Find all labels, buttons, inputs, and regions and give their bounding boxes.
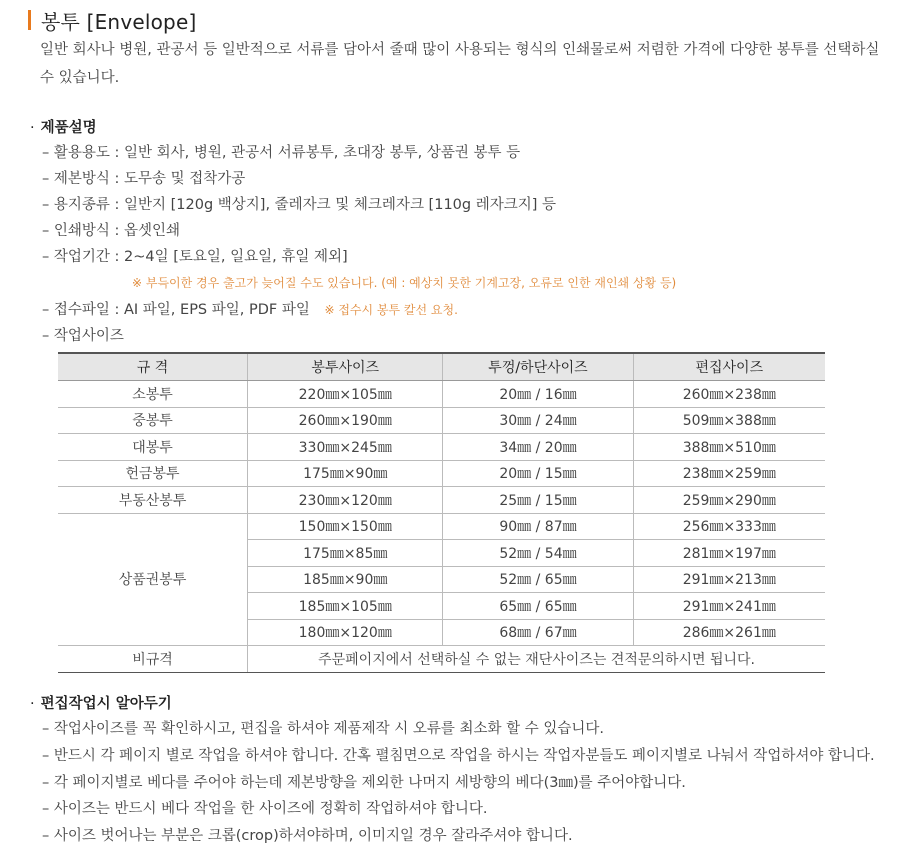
editing-line: – 작업사이즈를 꼭 확인하시고, 편집을 하셔야 제품제작 시 오류를 최소화 할 수 있습니다. bbox=[42, 721, 605, 737]
spec-cell: 중봉투 bbox=[58, 407, 248, 434]
table-row bbox=[58, 646, 825, 673]
product-section-heading bbox=[30, 116, 97, 137]
flap-size-cell: 65㎜ / 65㎜ bbox=[443, 593, 633, 620]
flap-size-cell: 34㎜ / 20㎜ bbox=[443, 434, 633, 461]
edit-size-cell: 260㎜×238㎜ bbox=[633, 381, 825, 408]
flap-size-cell: 30㎜ / 24㎜ bbox=[443, 407, 633, 434]
flap-size-cell: 20㎜ / 16㎜ bbox=[443, 381, 633, 408]
paper-line: – 용지종류 : 일반지 [120g 백상지], 줄레자크 및 체크레자크 [110g 레자크지] 등 bbox=[42, 197, 557, 213]
binding-line: – 제본방식 : 도무송 및 접착가공 bbox=[42, 171, 246, 187]
file-line-text: – 접수파일 : AI 파일, EPS 파일, PDF 파일 bbox=[42, 302, 310, 318]
intro-text: 일반 회사나 병원, 관공서 등 일반적으로 서류를 담아서 줄때 많이 사용되는 형식의 인쇄물로써 저렴한 가격에 다양한 봉투를 선택하실 수 있습니다. bbox=[40, 42, 880, 86]
flap-size-cell: 25㎜ / 15㎜ bbox=[443, 487, 633, 514]
title-accent-bar bbox=[28, 10, 31, 30]
gift-spec-cell: 상품권봉투 bbox=[58, 513, 248, 646]
flap-size-cell: 68㎜ / 67㎜ bbox=[443, 619, 633, 646]
editing-line: – 사이즈 벗어나는 부분은 크롭(crop)하셔야하며, 이미지일 경우 잘라주셔야 합니다. bbox=[42, 828, 573, 844]
flap-size-cell: 90㎜ / 87㎜ bbox=[443, 513, 633, 540]
editing-line: – 각 페이지별로 베다를 주어야 하는데 제본방향을 제외한 나머지 세방향의 베다(3㎜)를 주어야합니다. bbox=[42, 775, 686, 791]
edit-size-cell: 256㎜×333㎜ bbox=[633, 513, 825, 540]
table-row bbox=[58, 460, 825, 487]
table-row bbox=[58, 487, 825, 514]
spec-cell: 헌금봉투 bbox=[58, 460, 248, 487]
flap-size-cell: 52㎜ / 65㎜ bbox=[443, 566, 633, 593]
edit-size-cell: 388㎜×510㎜ bbox=[633, 434, 825, 461]
edit-size-cell: 291㎜×241㎜ bbox=[633, 593, 825, 620]
bullet-dot: · bbox=[30, 120, 35, 136]
envelope-size-cell: 220㎜×105㎜ bbox=[248, 381, 443, 408]
envelope-size-cell: 150㎜×150㎜ bbox=[248, 513, 443, 540]
table-header-row bbox=[58, 353, 825, 381]
bullet-dot: · bbox=[30, 696, 35, 712]
flap-size-cell: 20㎜ / 15㎜ bbox=[443, 460, 633, 487]
editing-heading-label: 편집작업시 알아두기 bbox=[40, 696, 172, 712]
file-line bbox=[42, 298, 458, 319]
envelope-size-cell: 180㎜×120㎜ bbox=[248, 619, 443, 646]
edit-size-cell: 281㎜×197㎜ bbox=[633, 540, 825, 567]
header-envelope-size: 봉투사이즈 bbox=[248, 353, 443, 381]
file-note: ※ 접수시 봉투 칼선 요청. bbox=[324, 303, 458, 317]
period-note: ※ 부득이한 경우 출고가 늦어질 수도 있습니다. (예 : 예상치 못한 기계고장, 오류로 인한 재인쇄 상황 등) bbox=[132, 276, 677, 290]
table-row bbox=[58, 407, 825, 434]
envelope-size-cell: 185㎜×105㎜ bbox=[248, 593, 443, 620]
envelope-size-cell: 230㎜×120㎜ bbox=[248, 487, 443, 514]
spec-cell: 대봉투 bbox=[58, 434, 248, 461]
editing-section-heading bbox=[30, 692, 172, 713]
editing-line: – 사이즈는 반드시 베다 작업을 한 사이즈에 정확히 작업하셔야 합니다. bbox=[42, 801, 488, 817]
edit-size-cell: 238㎜×259㎜ bbox=[633, 460, 825, 487]
edit-size-cell: 286㎜×261㎜ bbox=[633, 619, 825, 646]
edit-size-cell: 259㎜×290㎜ bbox=[633, 487, 825, 514]
edit-size-cell: 291㎜×213㎜ bbox=[633, 566, 825, 593]
custom-spec-cell: 비규격 bbox=[58, 646, 248, 673]
table-row bbox=[58, 513, 825, 540]
page-title-bar bbox=[28, 8, 196, 32]
usage-line: – 활용용도 : 일반 회사, 병원, 관공서 서류봉투, 초대장 봉투, 상품권 봉투 등 bbox=[42, 145, 521, 161]
envelope-size-cell: 175㎜×85㎜ bbox=[248, 540, 443, 567]
product-heading-label: 제품설명 bbox=[40, 120, 97, 136]
size-table bbox=[58, 352, 825, 673]
flap-size-cell: 52㎜ / 54㎜ bbox=[443, 540, 633, 567]
header-flap-size: 투껑/하단사이즈 bbox=[443, 353, 633, 381]
period-line: – 작업기간 : 2~4일 [토요일, 일요일, 휴일 제외] bbox=[42, 249, 348, 265]
table-row bbox=[58, 434, 825, 461]
header-spec: 규 격 bbox=[58, 353, 248, 381]
envelope-size-cell: 260㎜×190㎜ bbox=[248, 407, 443, 434]
envelope-size-cell: 330㎜×245㎜ bbox=[248, 434, 443, 461]
table-row bbox=[58, 381, 825, 408]
header-edit-size: 편집사이즈 bbox=[633, 353, 825, 381]
spec-cell: 부동산봉투 bbox=[58, 487, 248, 514]
page-title: 봉투 [Envelope] bbox=[41, 9, 197, 34]
spec-cell: 소봉투 bbox=[58, 381, 248, 408]
envelope-size-cell: 185㎜×90㎜ bbox=[248, 566, 443, 593]
envelope-size-cell: 175㎜×90㎜ bbox=[248, 460, 443, 487]
edit-size-cell: 509㎜×388㎜ bbox=[633, 407, 825, 434]
editing-line: – 반드시 각 페이지 별로 작업을 하셔야 합니다. 간혹 펼침면으로 작업을 하시는 작업자분들도 페이지별로 나눠서 작업하셔야 합니다. bbox=[42, 748, 875, 764]
print-line: – 인쇄방식 : 옵셋인쇄 bbox=[42, 223, 181, 239]
custom-text-cell: 주문페이지에서 선택하실 수 없는 재단사이즈는 견적문의하시면 됩니다. bbox=[248, 646, 825, 673]
size-line: – 작업사이즈 bbox=[42, 328, 124, 344]
